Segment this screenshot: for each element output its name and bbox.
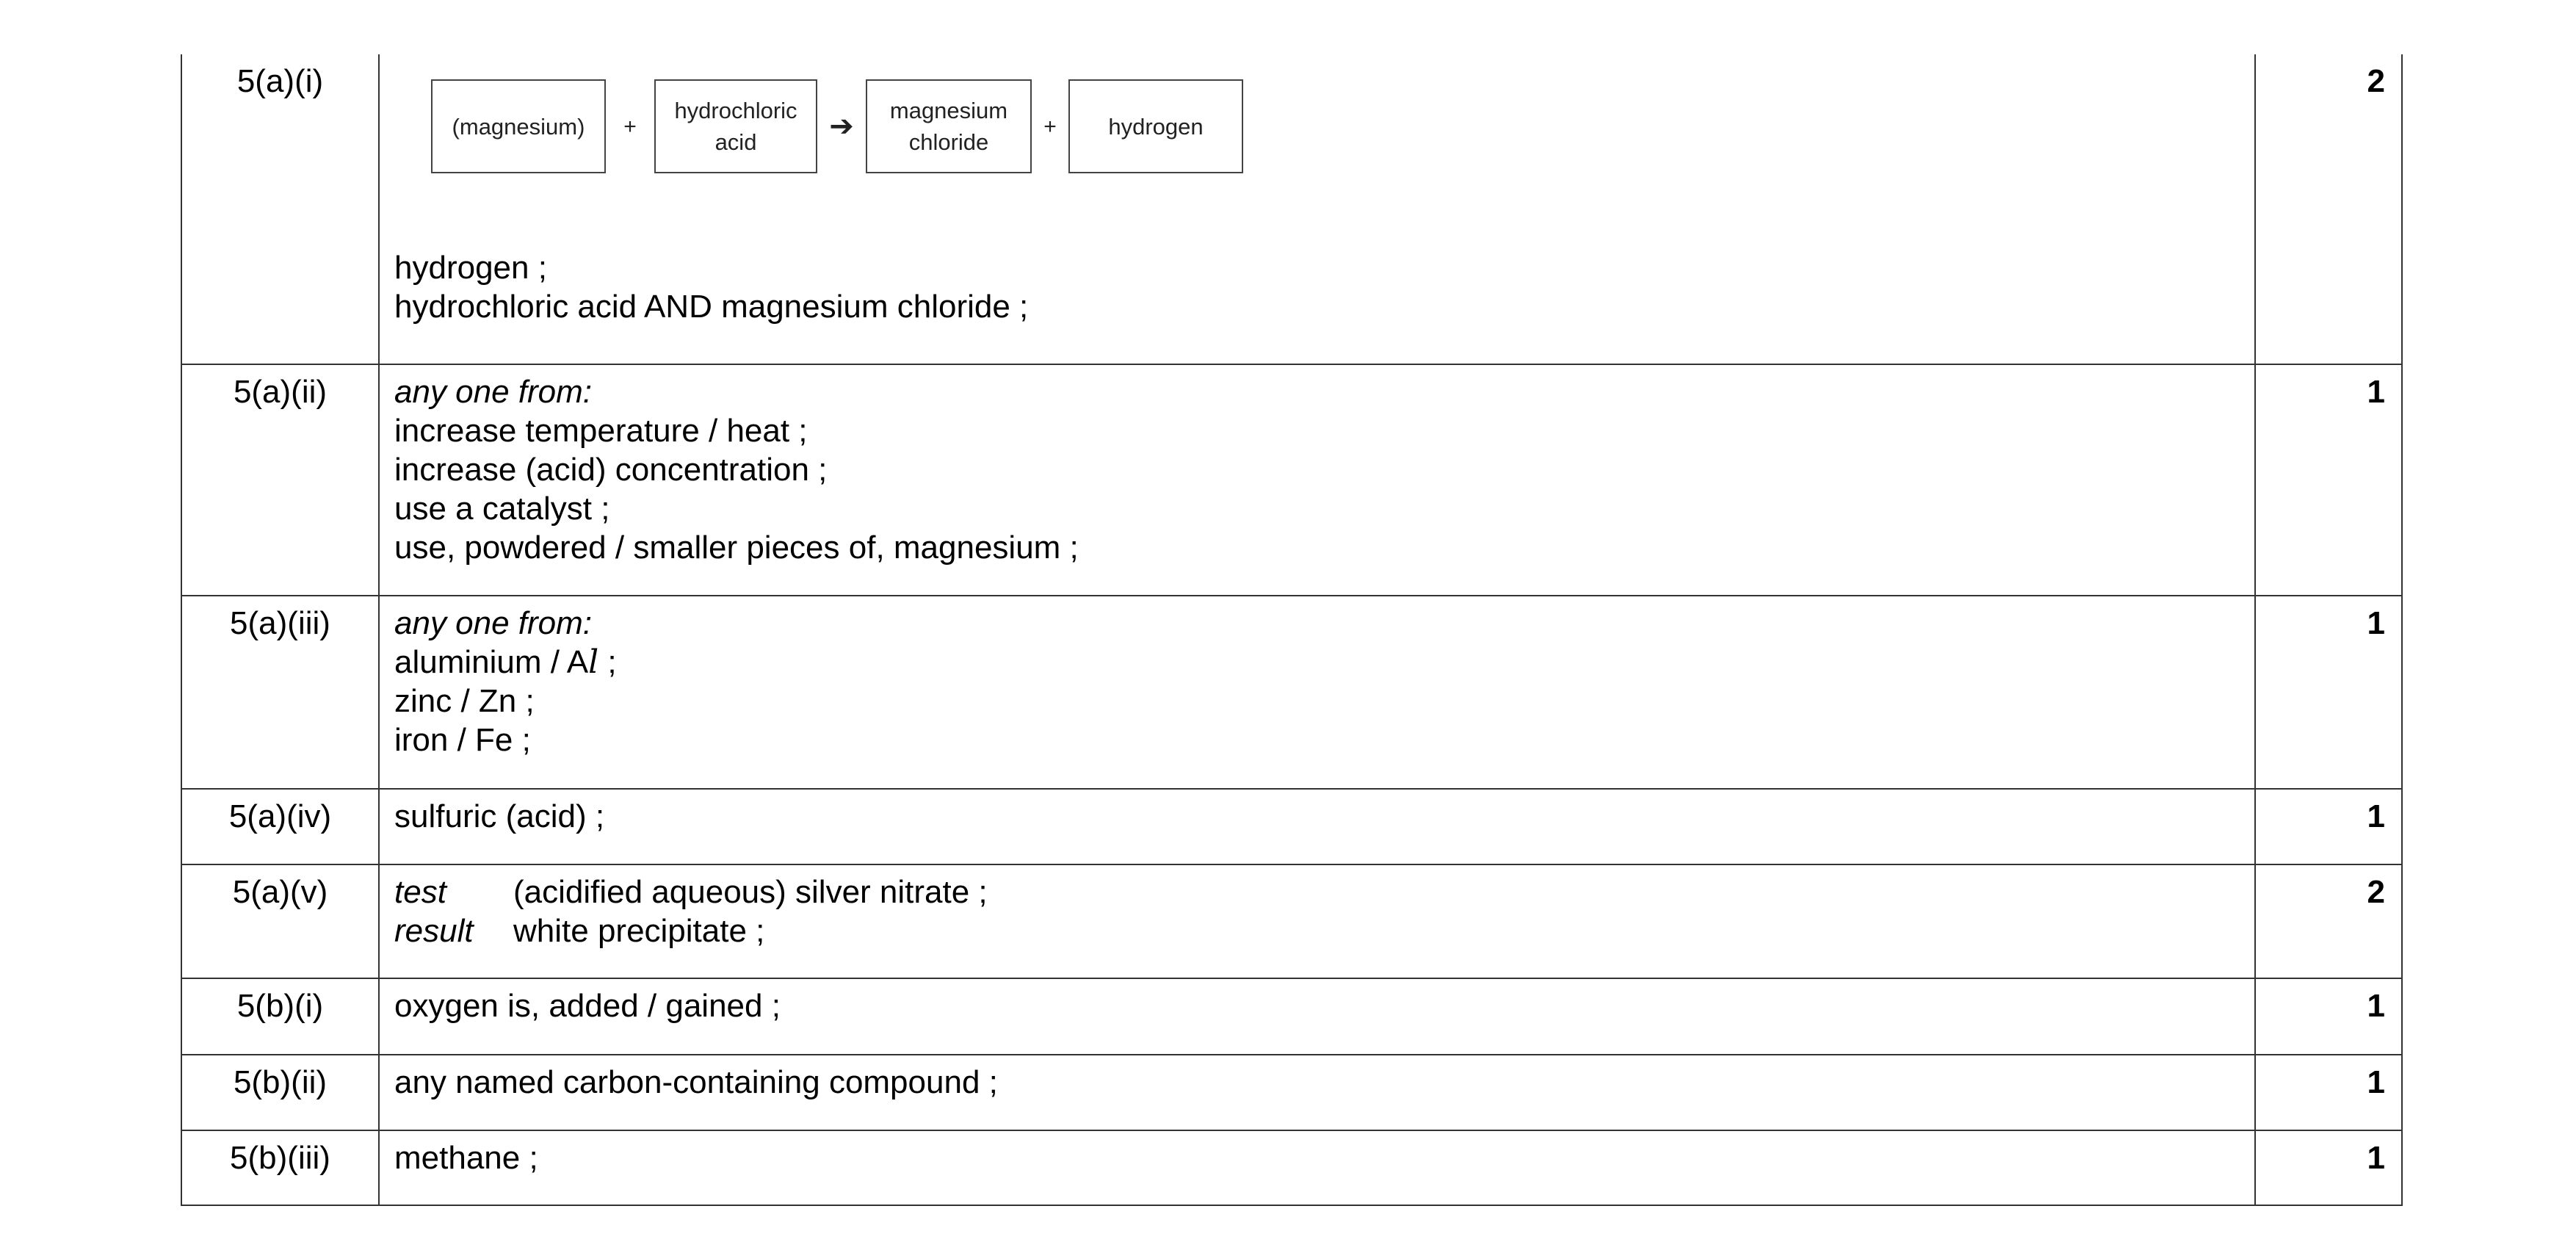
- answer-line: increase temperature / heat ;: [394, 413, 808, 449]
- answer-line: [394, 873, 2240, 911]
- answer-line: use, powdered / smaller pieces of, magnesium ;: [394, 530, 1079, 566]
- marks-value: 1: [2255, 596, 2402, 789]
- plus-sign: +: [623, 114, 637, 139]
- question-number: 5(b)(i): [181, 978, 379, 1055]
- question-number: 5(b)(ii): [181, 1055, 379, 1130]
- question-number: 5(a)(iii): [181, 596, 379, 789]
- answer-line: zinc / Zn ;: [394, 683, 535, 719]
- word-equation-diagram: [394, 79, 2240, 248]
- arrow-right-icon: ➔: [829, 109, 854, 142]
- plus-sign: +: [1043, 114, 1057, 139]
- mark-scheme-table: [181, 54, 2403, 1206]
- table-row: [181, 364, 2402, 596]
- answer-cell: [379, 364, 2255, 596]
- question-number: 5(a)(v): [181, 864, 379, 978]
- table-row: [181, 1130, 2402, 1205]
- table-row: [181, 978, 2402, 1055]
- answer-line: any named carbon-containing compound ;: [394, 1064, 998, 1100]
- answer-line: oxygen is, added / gained ;: [394, 988, 781, 1024]
- marks-value: 1: [2255, 978, 2402, 1055]
- answer-cell: [379, 1055, 2255, 1130]
- answer-line: [394, 643, 2240, 682]
- answer-cell: [379, 864, 2255, 978]
- equation-box-product-2: hydrogen: [1068, 79, 1243, 173]
- answer-line: iron / Fe ;: [394, 722, 531, 758]
- table-row: [181, 1055, 2402, 1130]
- answer-cell: [379, 978, 2255, 1055]
- equation-box-reactant-1: (magnesium): [431, 79, 606, 173]
- question-number: 5(a)(ii): [181, 364, 379, 596]
- marks-value: 1: [2255, 789, 2402, 864]
- equation-box-product-1: magnesium chloride: [866, 79, 1032, 173]
- table-row: [181, 54, 2402, 364]
- marks-value: 1: [2255, 1130, 2402, 1205]
- answer-line: hydrochloric acid AND magnesium chloride ;: [394, 289, 1029, 325]
- answer-cell: [379, 596, 2255, 789]
- answer-cell: [379, 54, 2255, 364]
- answer-line: increase (acid) concentration ;: [394, 452, 828, 488]
- question-number: 5(a)(i): [181, 54, 379, 364]
- answer-heading: any one from:: [394, 605, 593, 641]
- answer-line: methane ;: [394, 1140, 538, 1176]
- answer-line: hydrogen ;: [394, 250, 547, 286]
- result-label: result: [394, 913, 474, 949]
- answer-text: aluminium / A: [394, 644, 589, 680]
- table-row: [181, 864, 2402, 978]
- answer-line: sulfuric (acid) ;: [394, 798, 605, 834]
- answer-text: ;: [598, 644, 617, 680]
- test-value: (acidified aqueous) silver nitrate ;: [513, 874, 988, 910]
- table-row: [181, 789, 2402, 864]
- table-row: [181, 596, 2402, 789]
- answer-line: use a catalyst ;: [394, 491, 610, 527]
- marks-value: 2: [2255, 54, 2402, 364]
- marks-value: 2: [2255, 864, 2402, 978]
- marks-value: 1: [2255, 364, 2402, 596]
- element-symbol: l: [588, 643, 599, 681]
- answer-heading: any one from:: [394, 374, 593, 410]
- question-number: 5(b)(iii): [181, 1130, 379, 1205]
- answer-line: [394, 911, 2240, 950]
- test-label: test: [394, 874, 446, 910]
- answer-cell: [379, 1130, 2255, 1205]
- equation-box-reactant-2: hydrochloric acid: [654, 79, 817, 173]
- question-number: 5(a)(iv): [181, 789, 379, 864]
- marks-value: 1: [2255, 1055, 2402, 1130]
- answer-cell: [379, 789, 2255, 864]
- result-value: white precipitate ;: [513, 913, 765, 949]
